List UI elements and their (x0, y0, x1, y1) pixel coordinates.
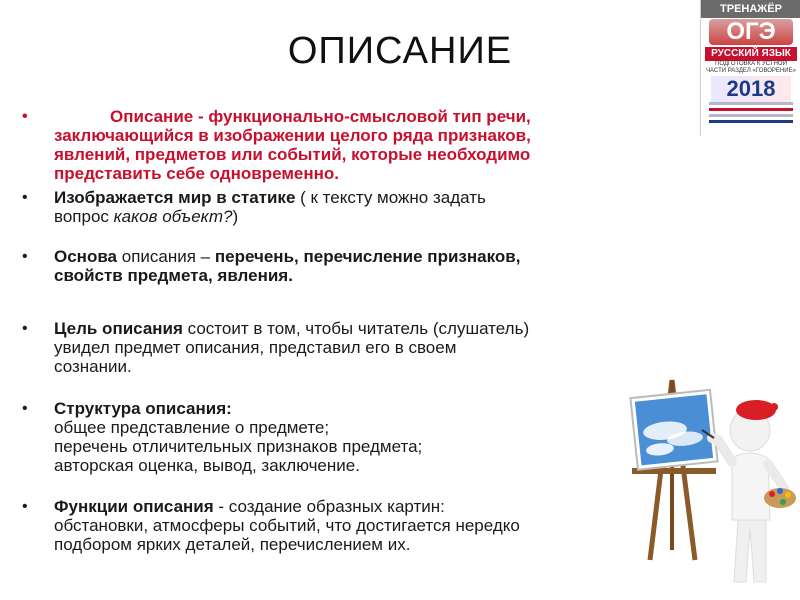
bullet-marker: • (22, 248, 28, 265)
functions-line3: подбором ярких деталей, перечислением их. (54, 535, 411, 554)
structure-line3: перечень отличительных признаков предмета; (54, 437, 423, 456)
structure-line2: общее представление о предмете; (54, 418, 330, 437)
book-decoration (709, 102, 793, 126)
page-title: ОПИСАНИЕ (287, 30, 513, 72)
book-oge-label: ОГЭ (709, 19, 793, 45)
book-cover-image (700, 0, 800, 136)
basis-mid: описания – (117, 247, 215, 266)
static-rest: ( к тексту можно задать (295, 188, 486, 207)
structure-bold: Структура описания: (54, 399, 232, 418)
definition-line-4: представить себе одновременно. (54, 164, 340, 183)
static-bold: Изображается мир в статике (54, 188, 296, 207)
static-line2a: вопрос (54, 207, 114, 226)
palette-icon (764, 488, 796, 508)
basis-bold2: перечень, перечисление признаков, (214, 247, 521, 266)
functions-bold: Функции описания (54, 497, 214, 516)
definition-line-3: явлений, предметов или событий, которые необходимо (54, 145, 531, 164)
canvas-icon (630, 390, 717, 470)
bullet-marker: • (22, 189, 28, 206)
functions-line2: обстановки, атмосферы событий, что достигается нередко (54, 516, 520, 535)
book-subtitle: ПОДГОТОВКА К УСТНОЙ ЧАСТИ РАЗДЕЛ «ГОВОРЕНИЕ» (706, 61, 796, 74)
structure-line4: авторская оценка, вывод, заключение. (54, 456, 360, 475)
static-line2b: ) (232, 207, 239, 226)
basis-line2: свойств предмета, явления. (54, 266, 293, 285)
book-top-label: ТРЕНАЖЁР (701, 0, 800, 18)
goal-rest: состоит в том, чтобы читатель (слушатель) (182, 319, 530, 338)
goal-line2: увидел предмет описания, представил его в своем (54, 338, 457, 357)
bullet-marker: • (22, 498, 28, 515)
bullet-marker: • (22, 400, 28, 417)
bullet-marker: • (22, 108, 28, 125)
basis-bold: Основа (54, 247, 118, 266)
goal-line3: сознании. (54, 357, 132, 376)
static-question: каков объект? (113, 207, 233, 226)
goal-bold: Цель описания (54, 319, 183, 338)
bullet-marker: • (22, 320, 28, 337)
book-year: 2018 (711, 76, 791, 102)
book-subject-label: РУССКИЙ ЯЗЫК (705, 47, 797, 61)
functions-rest: - создание образных картин: (213, 497, 445, 516)
definition-line-1: Описание - функционально-смысловой тип речи, (110, 107, 531, 126)
painter-illustration (620, 360, 800, 600)
definition-line-2: заключающийся в изображении целого ряда признаков, (54, 126, 531, 145)
